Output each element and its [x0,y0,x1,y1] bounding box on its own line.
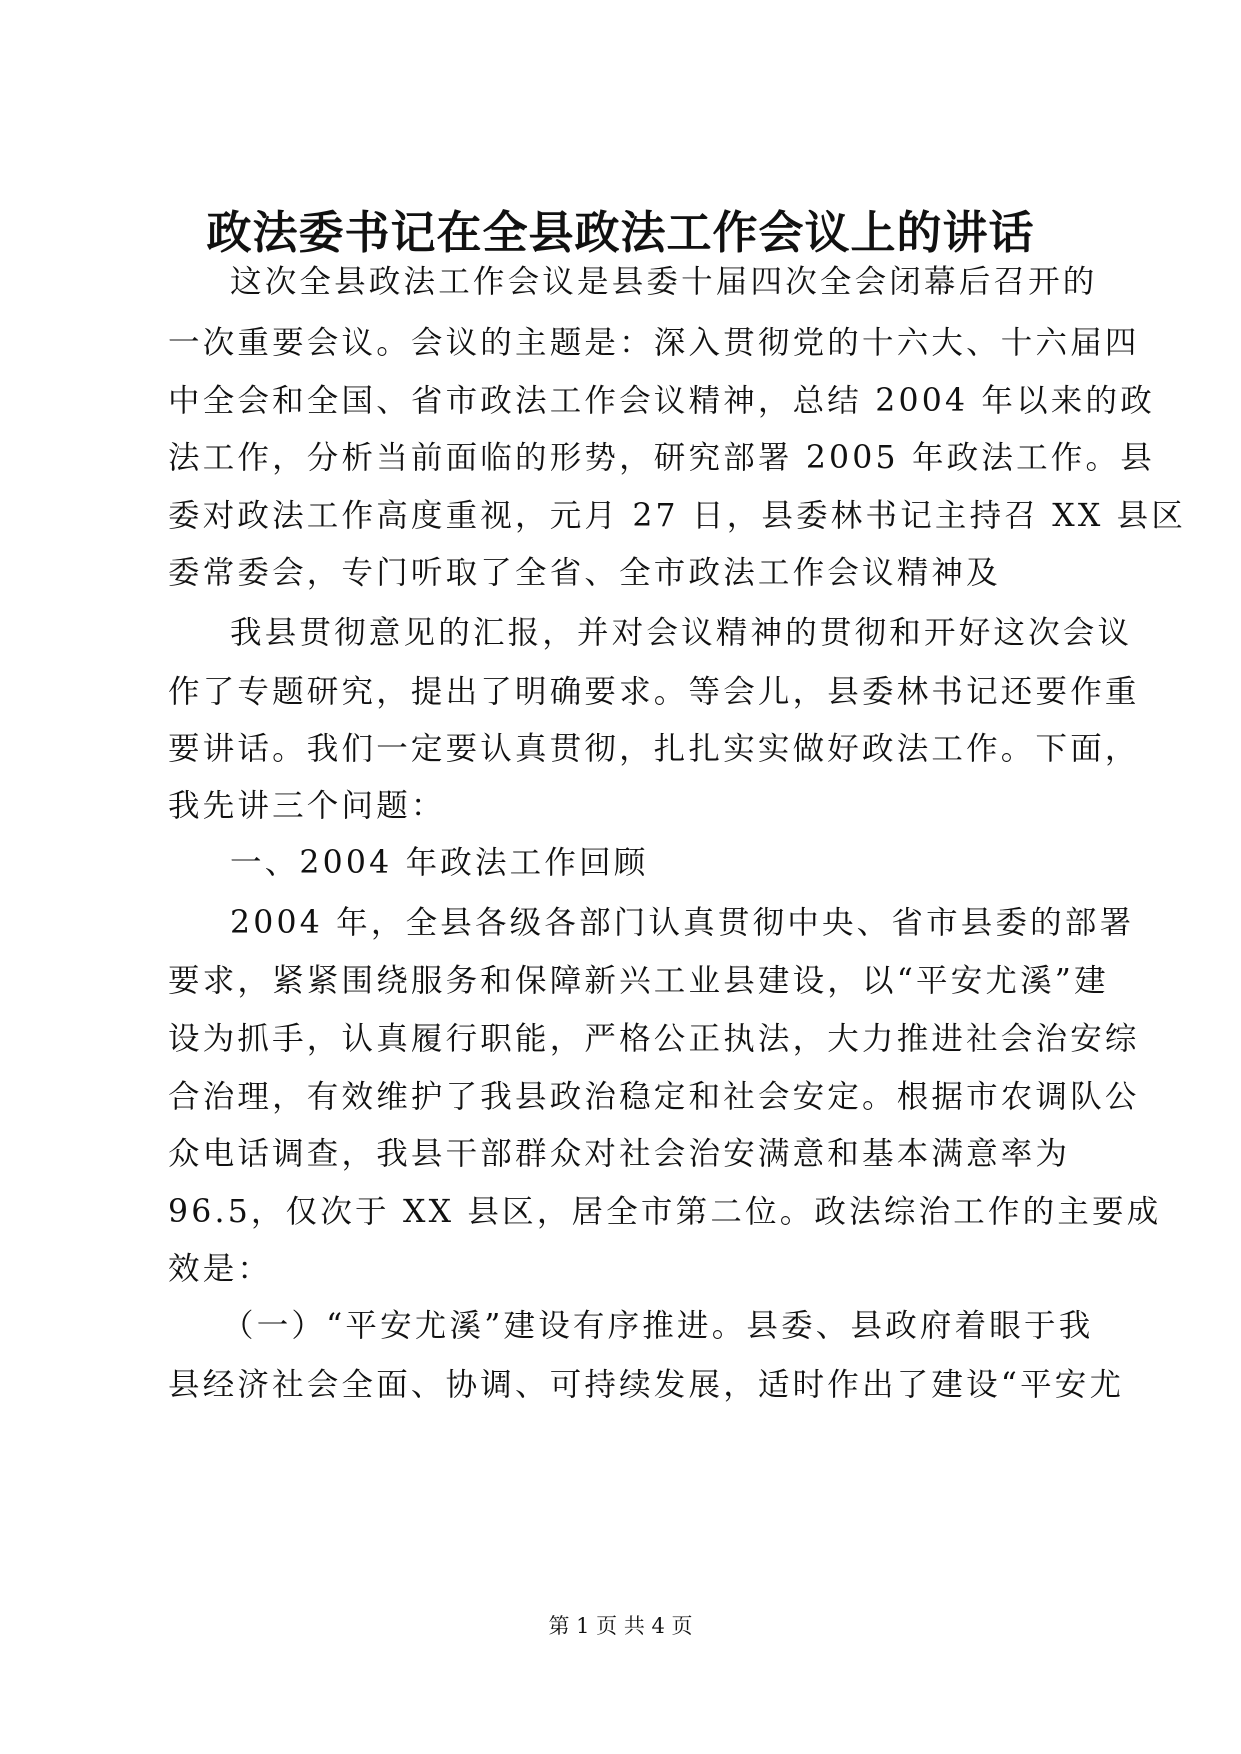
page-number-footer: 第 1 页 共 4 页 [548,1614,693,1638]
subsection-line-1: （一）“平安尤溪”建设有序推进。县委、县政府着眼于我 [222,1308,1094,1344]
body-line-13: 要求，紧紧围绕服务和保障新兴工业县建设，以“平安尤溪”建 [168,963,1109,999]
document-title: 政法委书记在全县政法工作会议上的讲话 [206,206,1035,259]
section-heading-1: 一、2004 年政法工作回顾 [230,845,649,881]
body-line-15: 合治理，有效维护了我县政治稳定和社会安定。根据市农调队公 [168,1079,1140,1115]
body-line-10: 我先讲三个问题： [168,788,446,824]
body-line-8: 作了专题研究，提出了明确要求。等会儿，县委林书记还要作重 [168,674,1140,710]
body-line-1: 这次全县政法工作会议是县委十届四次全会闭幕后召开的 [230,264,1098,300]
body-line-5: 委对政法工作高度重视，元月 27 日，县委林书记主持召 XX 县区 [168,498,1187,534]
body-line-18: 效是： [168,1251,273,1287]
body-line-12: 2004 年，全县各级各部门认真贯彻中央、省市县委的部署 [230,905,1135,941]
body-line-14: 设为抓手，认真履行职能，严格公正执法，大力推进社会治安综 [168,1021,1140,1057]
body-line-4: 法工作，分析当前面临的形势，研究部署 2005 年政法工作。县 [168,440,1155,476]
body-line-9: 要讲话。我们一定要认真贯彻，扎扎实实做好政法工作。下面， [168,731,1140,767]
body-line-20: 县经济社会全面、协调、可持续发展，适时作出了建设“平安尤 [168,1367,1125,1403]
body-line-7: 我县贯彻意见的汇报，并对会议精神的贯彻和开好这次会议 [230,615,1133,651]
body-line-6: 委常委会，专门听取了全省、全市政法工作会议精神及 [168,555,1001,591]
body-line-3: 中全会和全国、省市政法工作会议精神，总结 2004 年以来的政 [168,383,1155,419]
body-line-16: 众电话调查，我县干部群众对社会治安满意和基本满意率为 [168,1136,1071,1172]
body-line-2: 一次重要会议。会议的主题是：深入贯彻党的十六大、十六届四 [168,325,1140,361]
body-line-17: 96.5，仅次于 XX 县区，居全市第二位。政法综治工作的主要成 [168,1194,1162,1230]
